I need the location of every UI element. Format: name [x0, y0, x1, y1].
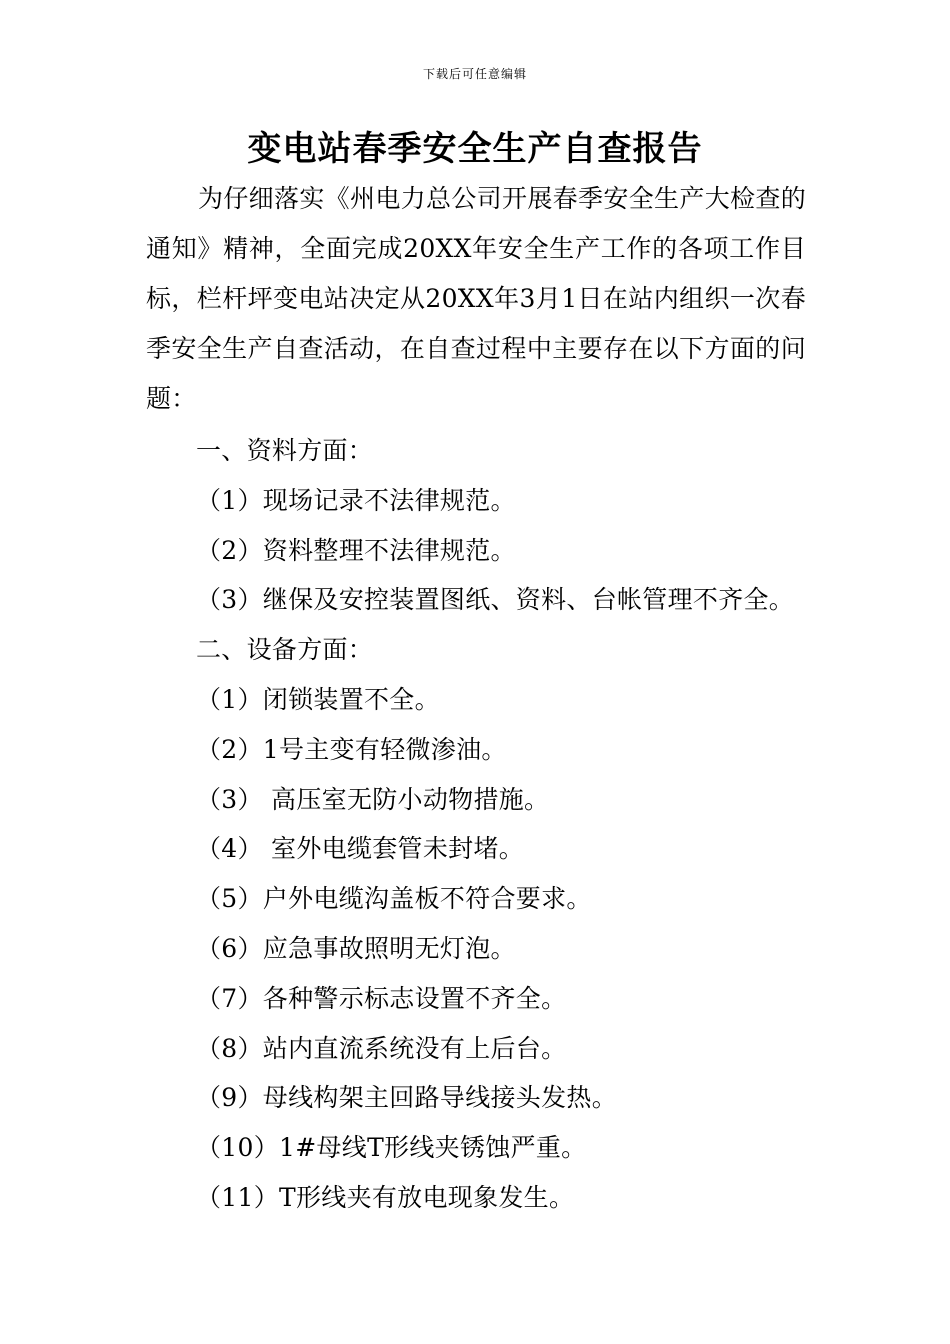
intro-paragraph: 为仔细落实《州电力总公司开展春季安全生产大检查的通知》精神，全面完成20XX年安全生产工作的各项工作目标，栏杆坪变电站决定从20XX年3月1日在站内组织一次春季安全生产自查活动，在自查过程中主要存在以下方面的问题： [146, 184, 806, 413]
list-item: （1）现场记录不法律规范。 [196, 485, 516, 515]
page-title: 变电站春季安全生产自查报告 [247, 129, 703, 169]
list-item: （8）站内直流系统没有上后台。 [196, 1033, 567, 1063]
list-item: （6）应急事故照明无灯泡。 [196, 933, 516, 963]
list-item: （5）户外电缆沟盖板不符合要求。 [196, 884, 592, 914]
list-item: （2）资料整理不法律规范。 [196, 535, 516, 565]
issue-list [196, 426, 816, 1223]
list-item: （3） 高压室无防小动物措施。 [196, 784, 550, 814]
list-item: （4） 室外电缆套管未封堵。 [196, 834, 525, 864]
list-item: （3）继保及安控装置图纸、资料、台帐管理不齐全。 [196, 585, 795, 615]
section-heading-materials: 一、资料方面： [196, 436, 374, 465]
list-item: （11）T形线夹有放电现象发生。 [196, 1182, 575, 1212]
list-item: （9）母线构架主回路导线接头发热。 [196, 1083, 618, 1113]
header-note: 下载后可任意编辑 [422, 67, 527, 81]
list-item: （2）1号主变有轻微渗油。 [196, 734, 507, 764]
list-item: （10）1#母线T形线夹锈蚀严重。 [196, 1133, 587, 1163]
list-item: （1）闭锁装置不全。 [196, 684, 440, 714]
list-item: （7）各种警示标志设置不齐全。 [196, 983, 567, 1013]
section-heading-equipment: 二、设备方面： [196, 635, 374, 665]
